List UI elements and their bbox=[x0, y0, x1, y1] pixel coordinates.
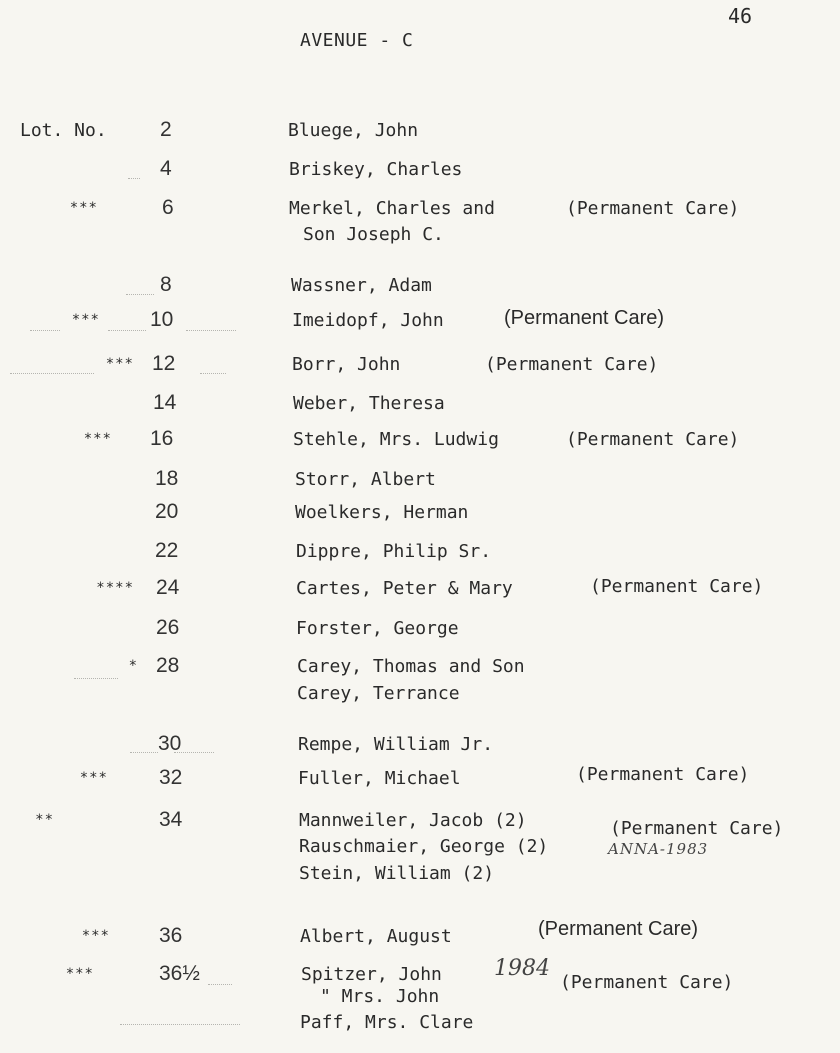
name-line: Carey, Terrance bbox=[297, 683, 460, 704]
star-marks: *** bbox=[81, 928, 110, 944]
name-line: Albert, August bbox=[300, 926, 452, 947]
name-line: Stehle, Mrs. Ludwig bbox=[293, 429, 499, 450]
lot-number: 32 bbox=[159, 766, 183, 789]
leader-line bbox=[128, 178, 140, 179]
name-line: Storr, Albert bbox=[295, 469, 436, 490]
star-marks: *** bbox=[65, 966, 94, 982]
leader-line bbox=[108, 330, 146, 331]
permanent-care-note: (Permanent Care) bbox=[560, 972, 734, 993]
name-line: Stein, William (2) bbox=[299, 863, 495, 884]
star-marks: *** bbox=[69, 200, 98, 216]
handwritten-annotation: 1984 bbox=[494, 956, 550, 981]
lot-number: 12 bbox=[152, 352, 176, 375]
lot-number-label: Lot. No. bbox=[20, 120, 107, 141]
name-line: Fuller, Michael bbox=[298, 768, 461, 789]
permanent-care-note: (Permanent Care) bbox=[566, 429, 740, 450]
lot-number: 22 bbox=[155, 539, 179, 562]
name-line: Bluege, John bbox=[288, 120, 419, 141]
star-marks: *** bbox=[71, 312, 100, 328]
lot-number: 10 bbox=[150, 308, 174, 331]
lot-number: 8 bbox=[160, 273, 172, 296]
leader-line bbox=[200, 373, 226, 374]
leader-line bbox=[120, 1024, 240, 1025]
name-line: Weber, Theresa bbox=[293, 393, 445, 414]
permanent-care-note: (Permanent Care) bbox=[485, 354, 659, 375]
leader-line bbox=[130, 752, 158, 753]
lot-number: 20 bbox=[155, 500, 179, 523]
name-line: Imeidopf, John bbox=[292, 310, 444, 331]
permanent-care-note: (Permanent Care) bbox=[504, 307, 665, 329]
page-number: 46 bbox=[728, 4, 753, 28]
name-line: Spitzer, John bbox=[301, 964, 442, 985]
name-line: Rauschmaier, George (2) bbox=[299, 836, 549, 857]
star-marks: *** bbox=[105, 356, 134, 372]
lot-number: 16 bbox=[150, 427, 174, 450]
name-line: Woelkers, Herman bbox=[295, 502, 469, 523]
name-line: Borr, John bbox=[292, 354, 401, 375]
leader-line bbox=[126, 294, 154, 295]
lot-number: 18 bbox=[155, 467, 179, 490]
leader-line bbox=[10, 373, 94, 374]
handwritten-annotation: ANNA-1983 bbox=[608, 840, 709, 858]
name-line: Merkel, Charles and bbox=[289, 198, 495, 219]
permanent-care-note: (Permanent Care) bbox=[610, 818, 784, 839]
name-line: Cartes, Peter & Mary bbox=[296, 578, 513, 599]
name-line: Rempe, William Jr. bbox=[298, 734, 494, 755]
lot-number: 26 bbox=[156, 616, 180, 639]
name-line: Briskey, Charles bbox=[289, 159, 463, 180]
lot-number: 4 bbox=[160, 157, 172, 180]
lot-number: 30 bbox=[158, 732, 182, 755]
name-line: Mannweiler, Jacob (2) bbox=[299, 810, 527, 831]
star-marks: *** bbox=[79, 770, 108, 786]
leader-line bbox=[74, 678, 118, 679]
name-line: " Mrs. John bbox=[320, 986, 440, 1007]
name-line: Carey, Thomas and Son bbox=[297, 656, 525, 677]
star-marks: ** bbox=[35, 812, 54, 828]
leader-line bbox=[186, 330, 236, 331]
permanent-care-note: (Permanent Care) bbox=[576, 764, 750, 785]
permanent-care-note: (Permanent Care) bbox=[566, 198, 740, 219]
lot-number: 6 bbox=[162, 196, 174, 219]
name-line: Paff, Mrs. Clare bbox=[300, 1012, 474, 1033]
name-line: Forster, George bbox=[296, 618, 459, 639]
lot-number: 36 bbox=[159, 924, 183, 947]
lot-number: 28 bbox=[156, 654, 180, 677]
leader-line bbox=[30, 330, 60, 331]
leader-line bbox=[208, 984, 232, 985]
lot-number: 34 bbox=[159, 808, 183, 831]
lot-number: 24 bbox=[156, 576, 180, 599]
permanent-care-note: (Permanent Care) bbox=[590, 576, 764, 597]
lot-number: 2 bbox=[160, 118, 172, 141]
lot-number: 14 bbox=[153, 391, 177, 414]
star-marks: **** bbox=[96, 580, 134, 596]
star-marks: * bbox=[128, 658, 138, 674]
permanent-care-note: (Permanent Care) bbox=[538, 918, 699, 940]
name-line: Son Joseph C. bbox=[303, 224, 444, 245]
lot-number: 36½ bbox=[159, 962, 200, 985]
page-title: AVENUE - C bbox=[300, 30, 414, 51]
name-line: Dippre, Philip Sr. bbox=[296, 541, 492, 562]
star-marks: *** bbox=[83, 431, 112, 447]
name-line: Wassner, Adam bbox=[291, 275, 432, 296]
